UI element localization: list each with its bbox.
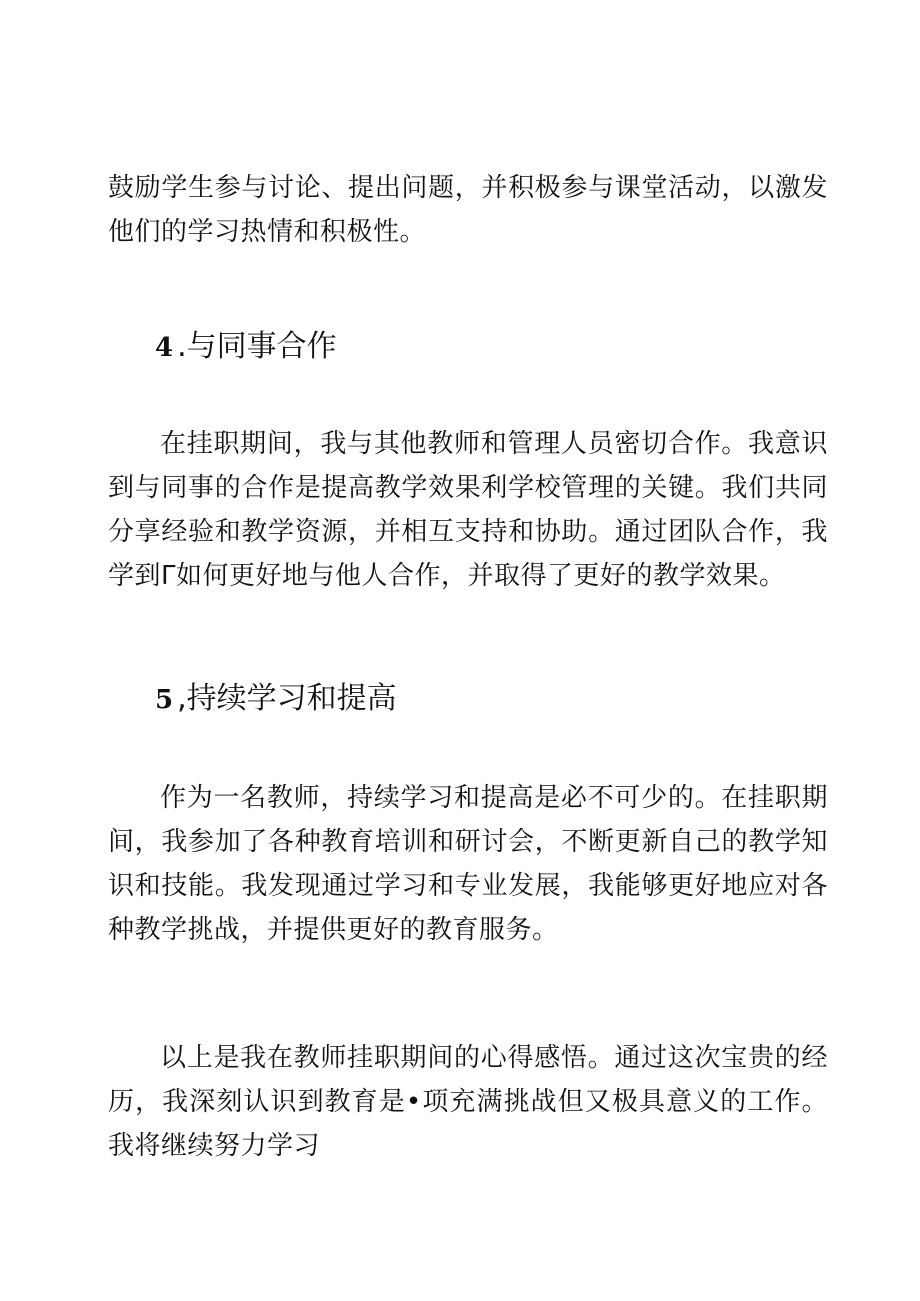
section-4-title: .与同事合作 bbox=[177, 329, 337, 364]
section-4-number: 4 bbox=[155, 333, 174, 363]
section-5-heading bbox=[155, 679, 397, 720]
section-5-number: 5 bbox=[155, 685, 174, 715]
section-5-body: 作为一名教师，持续学习和提高是必不可少的。在挂职期间，我参加了各种教育培训和研讨会，不断更新自己的教学知识和技能。我发现通过学习和专业发展，我能够更好地应对各种教学挑战，并提供更好的教育服务。 bbox=[108, 783, 828, 945]
section-5-title: ,持续学习和提高 bbox=[177, 681, 397, 716]
section-4-body: 在挂职期间，我与其他教师和管理人员密切合作。我意识到与同事的合作是提高教学效果利学校管理的关键。我们共同分享经验和教学资源，并相互支持和协助。通过团队合作，我学到Γ如何更好地与他人合作，并取得了更好的教学效果。 bbox=[108, 429, 828, 591]
section-4-heading bbox=[155, 327, 337, 368]
paragraph-conclusion: 以上是我在教师挂职期间的心得感悟。通过这次宝贵的经历，我深刻认识到教育是•项充满挑战但又极具意义的工作。我将继续努力学习 bbox=[108, 1043, 828, 1161]
paragraph-intro: 鼓励学生参与讨论、提出问题，并积极参与课堂活动，以激发他们的学习热情和积极性。 bbox=[108, 173, 828, 247]
